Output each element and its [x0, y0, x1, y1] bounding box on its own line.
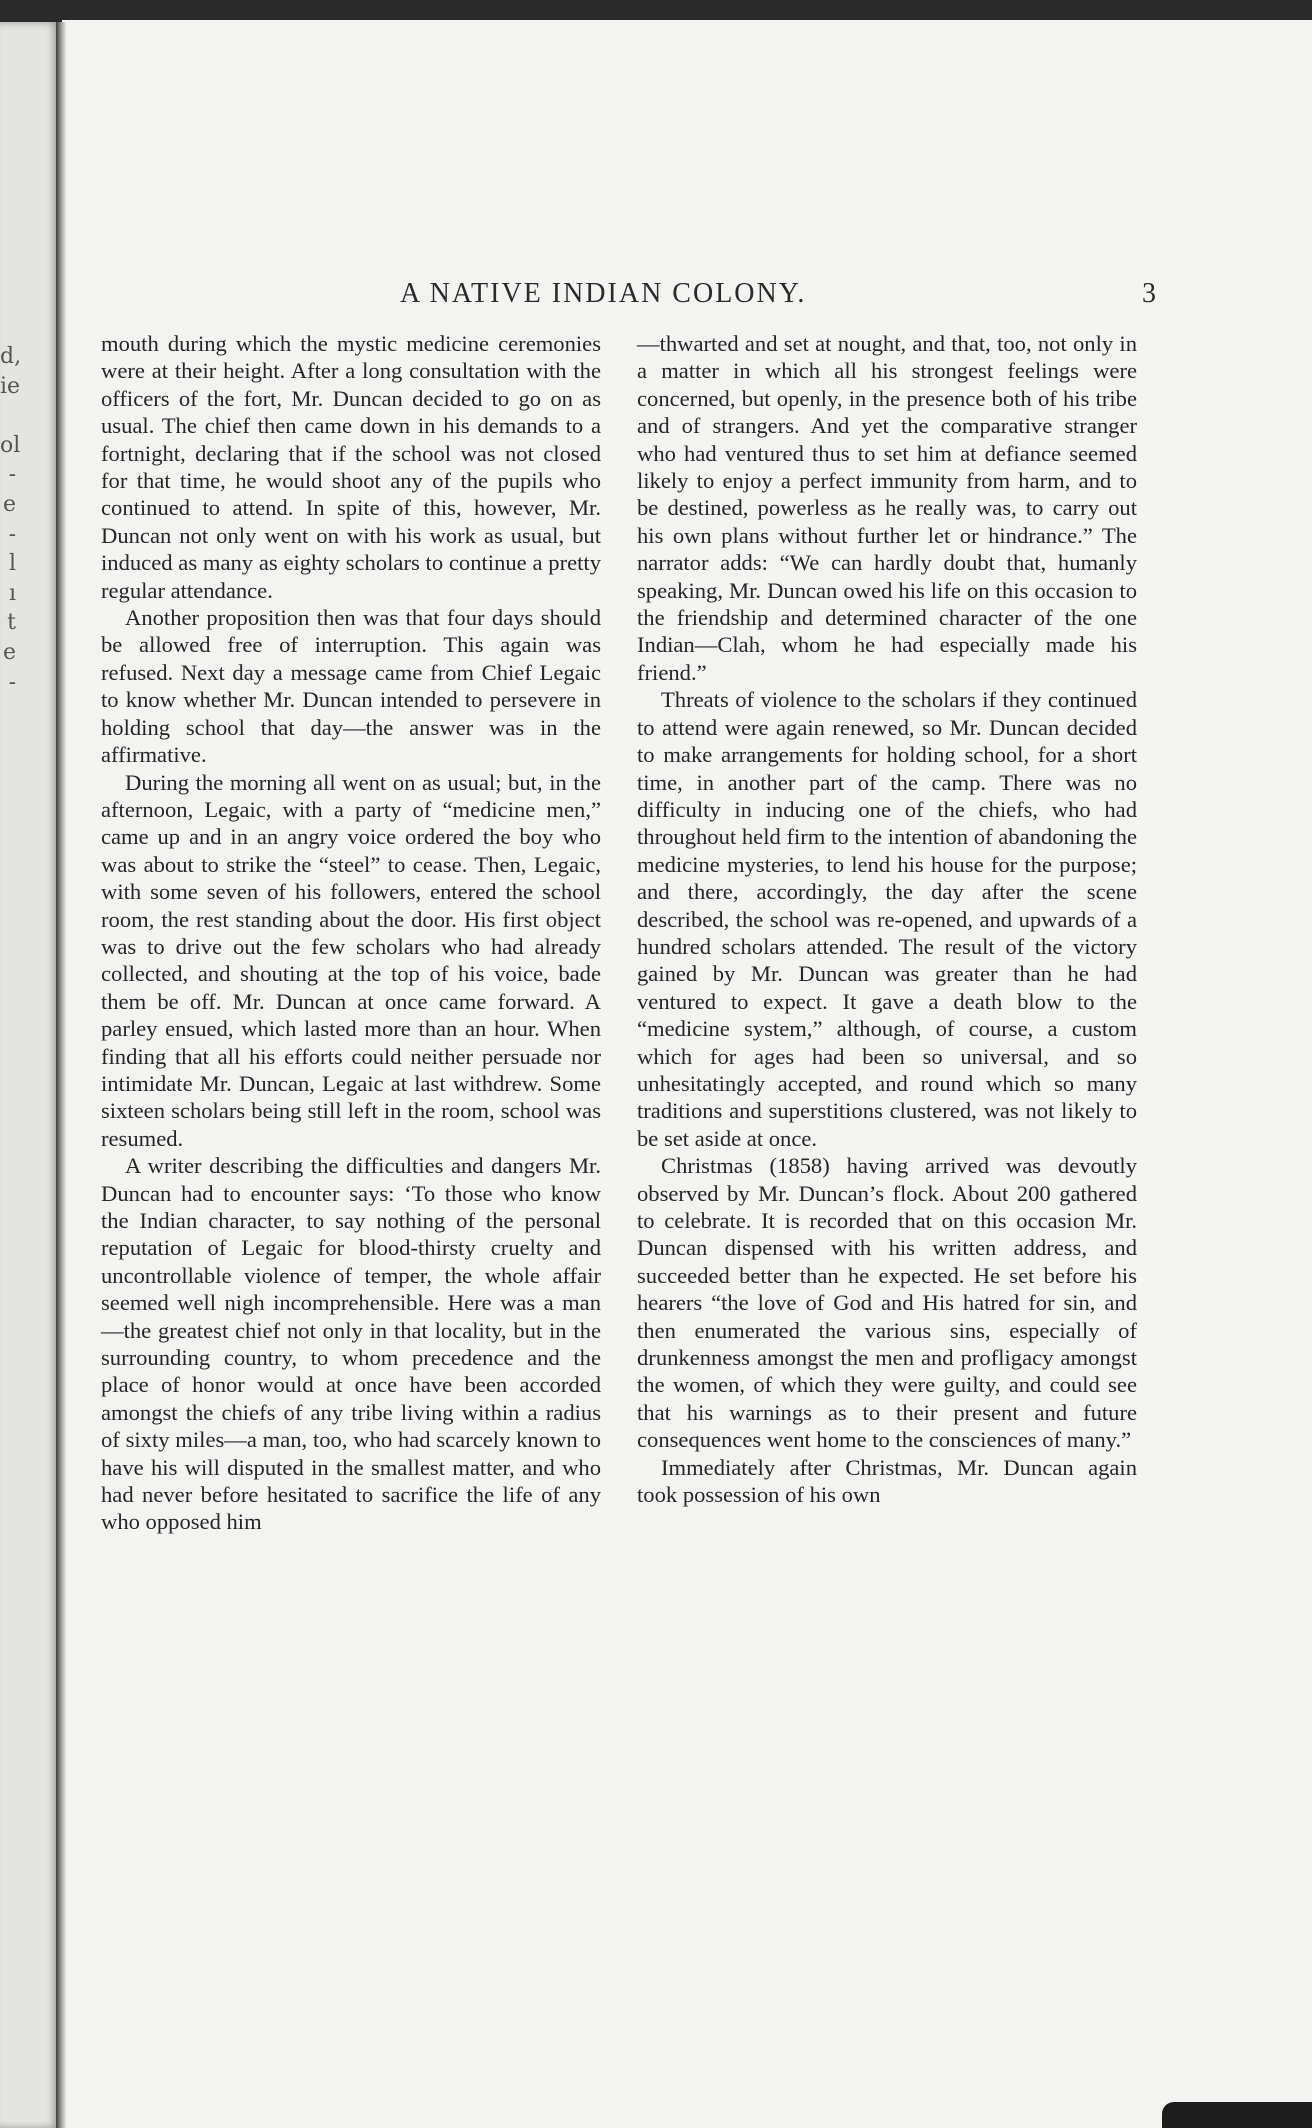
bleed-line: l	[8, 551, 16, 577]
running-title: A NATIVE INDIAN COLONY.	[400, 278, 807, 309]
paragraph: A writer describing the difficulties and dangers Mr. Duncan had to encounter says: ‘To those who know the Indian character, to say nothing of the personal reputation of Legaic for blood-thirsty cruelty and uncontrollable violence of temper, the whole affair seemed well nigh incomprehensible. Here was a man—the greatest chief not only in that locality, but in the surrounding country, to whom precedence and the place of honor would at once have been accorded amongst the chiefs of any tribe living within a radius of sixty miles—a man, too, who had scarcely known to have his will disputed in the smallest matter, and who had never before hesitated to sacrifice the life of any who opposed him	[101, 1153, 601, 1535]
paragraph: During the morning all went on as usual; but, in the afternoon, Legaic, with a party of “medicine men,” came up and in an angry voice ordered the boy who was about to strike the “steel” to cease. Then, Legaic, with some seven of his followers, entered the school room, the rest standing about the door. His first object was to drive out the few scholars who had already collected, and shouting at the top of his voice, bade them be off. Mr. Duncan at once came forward. A parley ensued, which lasted more than an hour. When finding that all his efforts could neither persuade nor intimidate Mr. Duncan, Legaic at last withdrew. Some sixteen scholars being still left in the room, school was resumed.	[101, 769, 601, 1151]
running-header	[400, 278, 1180, 314]
page-gutter	[56, 22, 66, 2128]
paragraph: Christmas (1858) having arrived was devoutly observed by Mr. Duncan’s flock. About 200 gathered to celebrate. It is recorded that on this occasion Mr. Duncan dispensed with his written address, and succeeded better than he expected. He set before his hearers “the love of God and His hatred for sin, and then enumerated the various sins, especially of drunkenness amongst the men and profligacy amongst the women, of which they were guilty, and could see that his warnings as to their present and future consequences went home to the consciences of many.”	[637, 1153, 1137, 1453]
bleed-line: t	[7, 610, 16, 636]
bleed-line: d,	[0, 344, 22, 369]
bleed-line: -	[8, 521, 16, 547]
bleed-line: e	[2, 639, 16, 665]
scan-top-edge	[0, 0, 1312, 22]
facing-page-edge	[0, 22, 60, 2128]
paragraph: Threats of violence to the scholars if they continued to attend were again renewed, so Mr. Duncan decided to make arrangements for holding school, for a short time, in another part of the camp. There was no difficulty in inducing one of the chiefs, who had throughout held firm to the intention of abandoning the medicine mysteries, to lend his house for the purpose; and there, accordingly, the day after the scene described, the school was re-opened, and upwards of a hundred scholars attended. The result of the victory gained by Mr. Duncan was greater than he had ventured to expect. It gave a death blow to the “medicine system,” although, of course, a custom which for ages had been so universal, and so unhesitatingly accepted, and round which so many traditions and superstitions clustered, was not likely to be set aside at once.	[637, 687, 1137, 1151]
page-number: 3	[1142, 278, 1158, 309]
right-column	[637, 330, 1137, 1508]
bleed-line: ol	[0, 432, 21, 458]
paragraph: Another proposition then was that four days should be allowed free of interruption. This again was refused. Next day a message came from Chief Legaic to know whether Mr. Duncan intended to persevere in holding school that day—the answer was in the affirmative.	[101, 605, 601, 768]
paragraph: Immediately after Christmas, Mr. Duncan again took possession of his own	[637, 1454, 1137, 1508]
paragraph: mouth during which the mystic medicine ceremonies were at their height. After a long consultation with the officers of the fort, Mr. Duncan decided to go on as usual. The chief then came down in his demands to a fortnight, declaring that if the school was not closed for that time, he would shoot any of the pupils who continued to attend. In spite of this, however, Mr. Duncan not only went on with his work as usual, but induced as many as eighty scholars to continue a pretty regular attendance.	[101, 331, 601, 603]
scan-bottom-edge	[1162, 2102, 1312, 2128]
bleed-line	[0, 401, 16, 431]
bleed-line: -	[8, 462, 16, 488]
facing-page-text-bleed	[0, 342, 22, 697]
bleed-line: ie	[0, 373, 21, 399]
bleed-line: e	[2, 491, 16, 517]
paragraph: —thwarted and set at nought, and that, too, not only in a matter in which all his strongest feelings were concerned, but openly, in the presence both of his tribe and of strangers. And yet the comparative stranger who had ventured thus to set him at defiance seemed likely to enjoy a perfect immunity from harm, and to be destined, powerless as he really was, to carry out his own plans without further let or hindrance.” The narrator adds: “We can hardly doubt that, humanly speaking, Mr. Duncan owed his life on this occasion to the friendship and determined character of the one Indian—Clah, whom he had especially made his friend.”	[637, 331, 1137, 685]
bleed-line: -	[8, 669, 16, 695]
left-column	[101, 330, 601, 1536]
bleed-line: ı	[8, 580, 16, 606]
